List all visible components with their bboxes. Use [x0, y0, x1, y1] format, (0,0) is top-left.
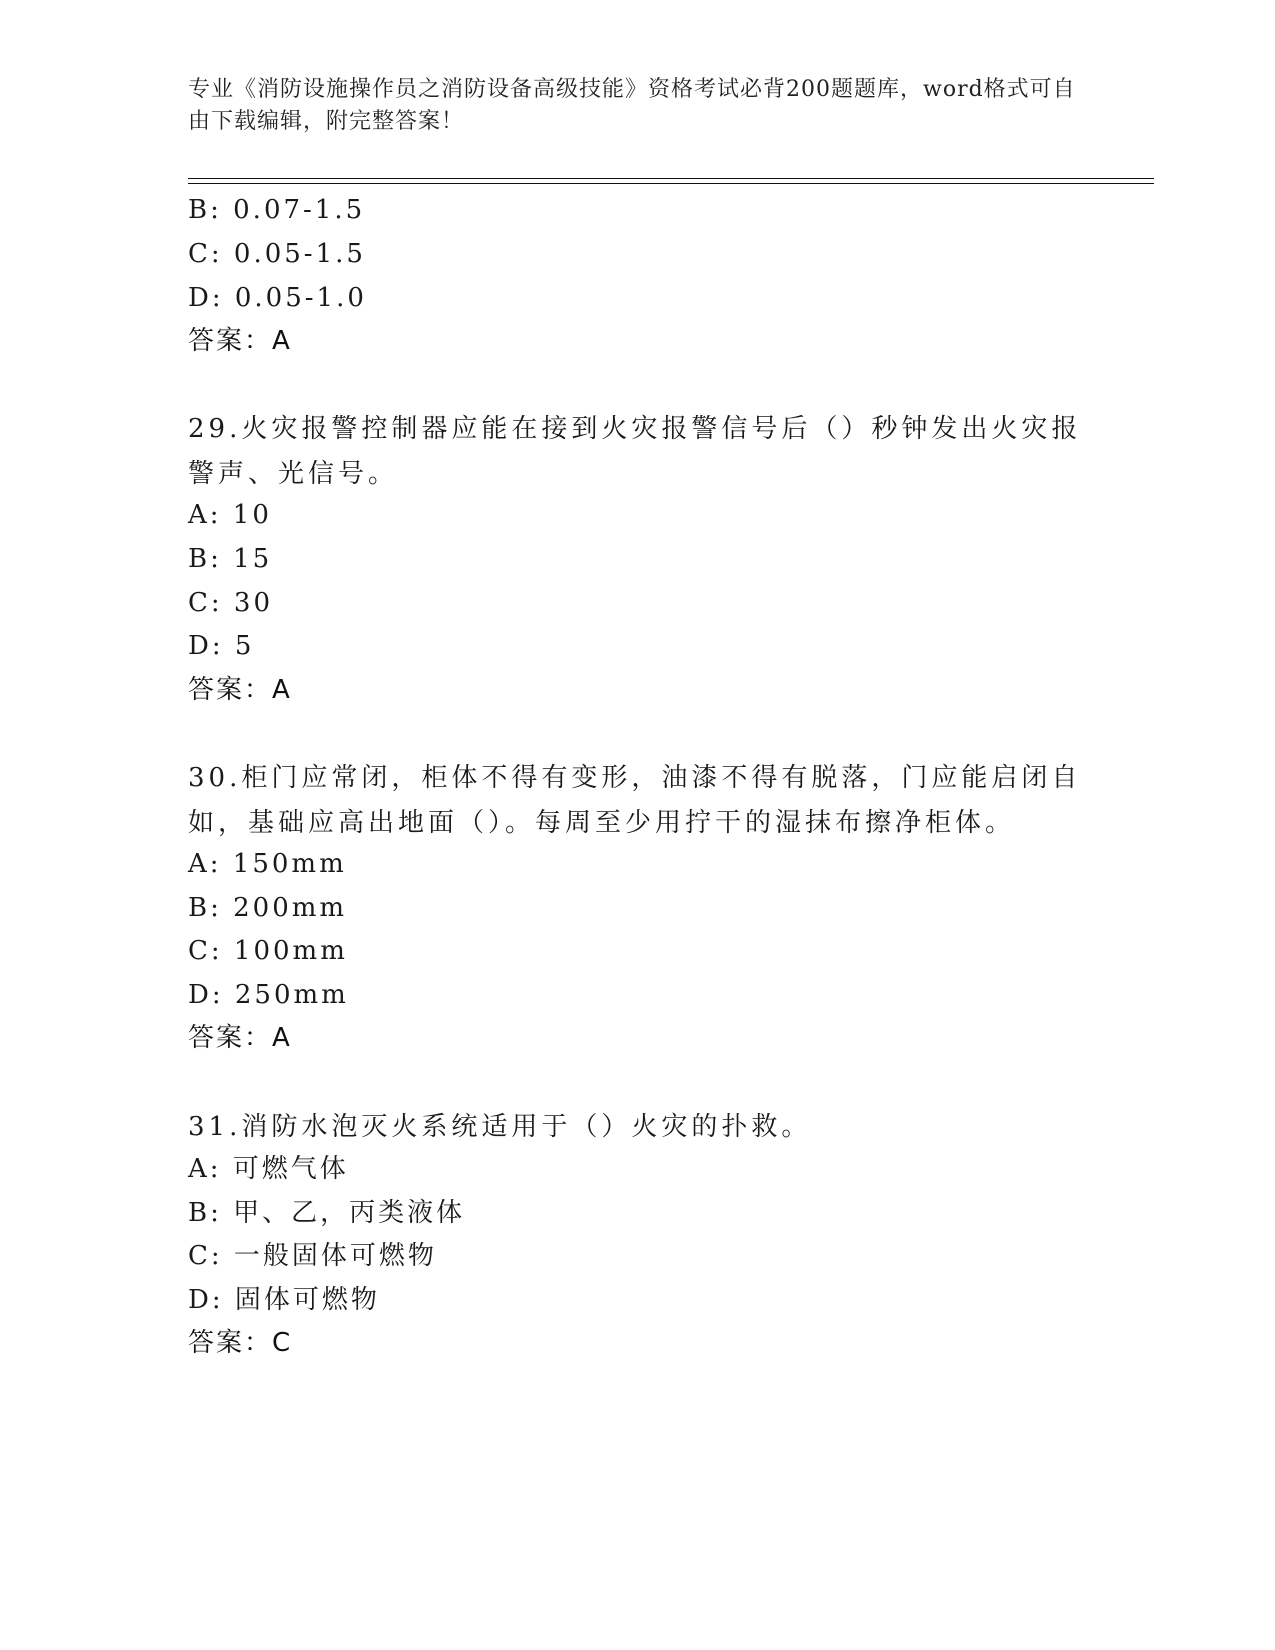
- q28-option-b: B: 0.07-1.5: [188, 195, 366, 225]
- q31-option-a: A: 可燃气体: [188, 1154, 349, 1184]
- q28-answer: 答案：A: [188, 326, 292, 356]
- q30-question: 30.柜门应常闭，柜体不得有变形，油漆不得有脱落，门应能启闭自如，基础应高出地面（）。每周至少用拧干的湿抹布擦净柜体。: [188, 763, 1082, 838]
- q31-option-b: B: 甲、乙，丙类液体: [188, 1198, 466, 1228]
- q31-option-c: C: 一般固体可燃物: [188, 1241, 437, 1271]
- q30-answer: 答案：A: [188, 1023, 292, 1053]
- q29-option-d: D: 5: [188, 631, 255, 661]
- q29-question: 29.火灾报警控制器应能在接到火灾报警信号后（）秒钟发出火灾报警声、光信号。: [188, 414, 1082, 489]
- q31-question: 31.消防水泡灭火系统适用于（）火灾的扑救。: [188, 1112, 812, 1142]
- q30-option-b: B: 200mm: [188, 893, 348, 923]
- q30-option-a: A: 150mm: [188, 849, 347, 879]
- q31-option-d: D: 固体可燃物: [188, 1285, 380, 1315]
- q29-option-a: A: 10: [188, 500, 272, 530]
- header-rule-bottom: [188, 183, 1154, 184]
- q30-option-c: C: 100mm: [188, 936, 348, 966]
- document-header: 专业《消防设施操作员之消防设备高级技能》资格考试必背200题题库，word格式可自由下载编辑，附完整答案！: [188, 77, 1076, 134]
- q29-option-b: B: 15: [188, 544, 273, 574]
- q28-option-c: C: 0.05-1.5: [188, 239, 366, 269]
- q29-option-c: C: 30: [188, 588, 274, 618]
- q30-option-d: D: 250mm: [188, 980, 349, 1010]
- q31-answer: 答案：C: [188, 1328, 293, 1358]
- header-rule-top: [188, 178, 1154, 179]
- q29-answer: 答案：A: [188, 675, 292, 705]
- q28-option-d: D: 0.05-1.0: [188, 283, 367, 313]
